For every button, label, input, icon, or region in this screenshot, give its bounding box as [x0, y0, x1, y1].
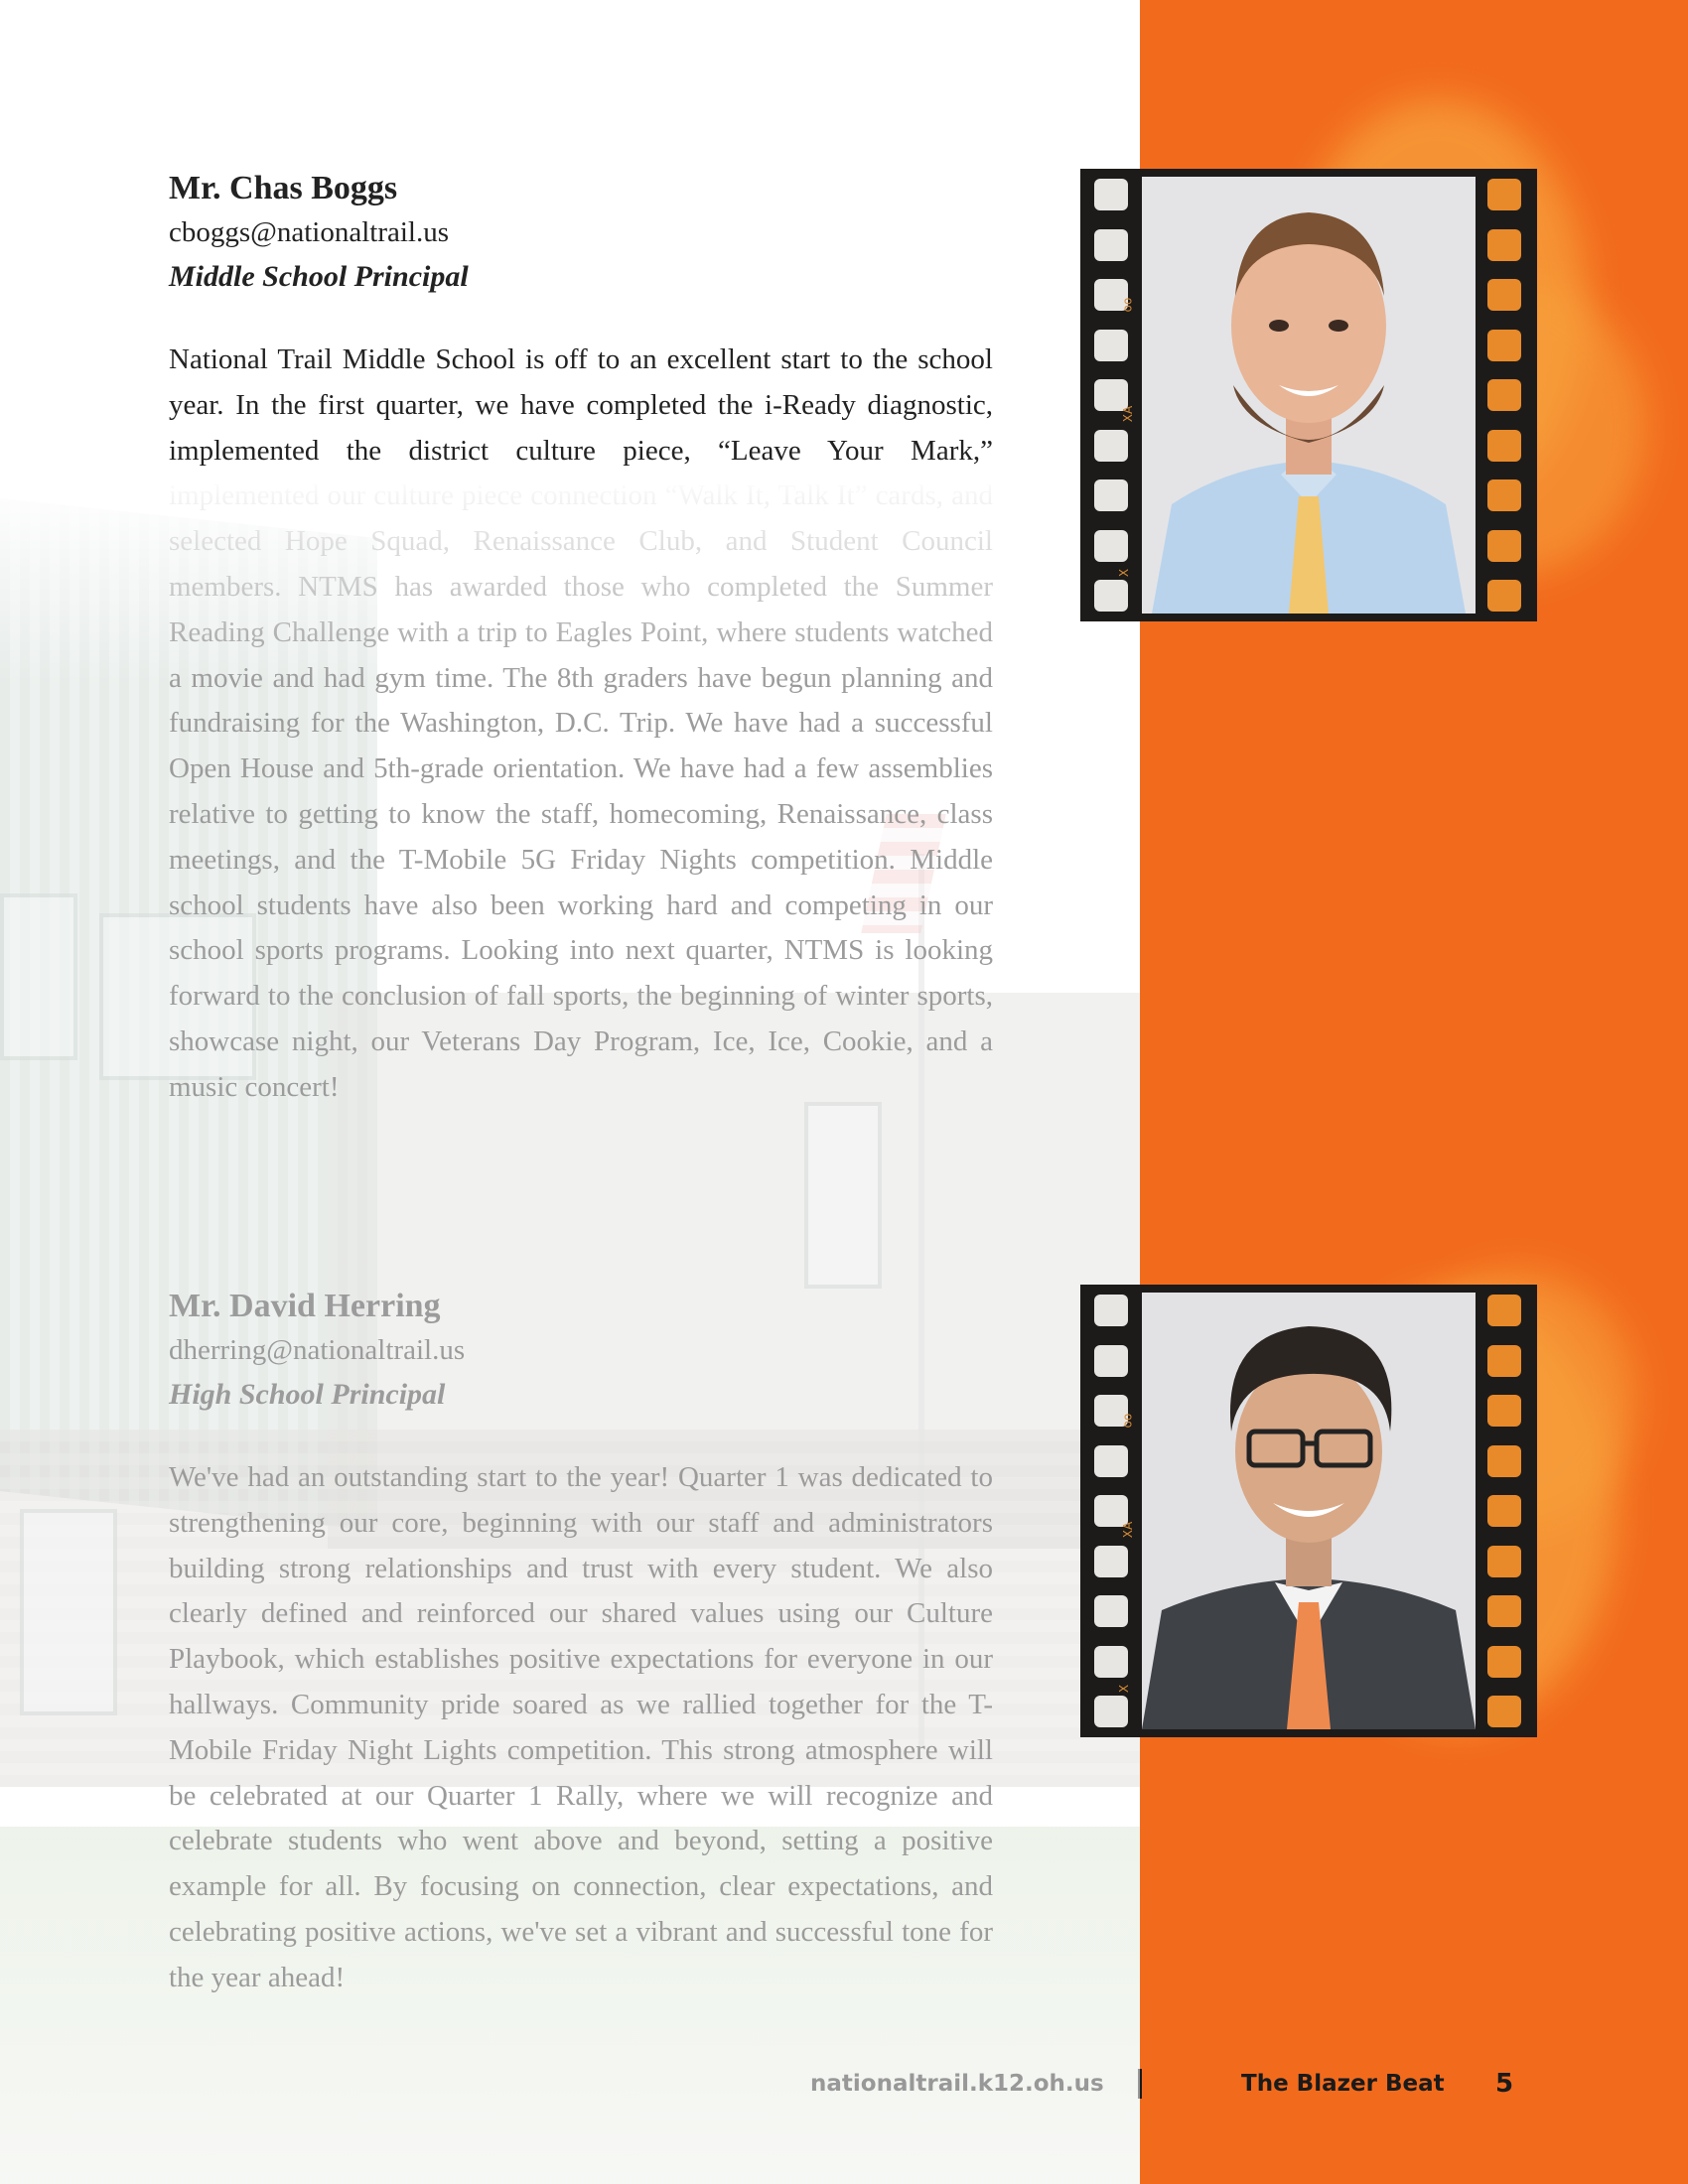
page-number: 5: [1495, 2069, 1514, 2099]
author-email[interactable]: cboggs@nationaltrail.us: [169, 216, 450, 248]
portrait-photo: [1142, 177, 1476, 614]
film-strip-photo-herring: oo XA X: [1080, 1285, 1537, 1737]
article-body: National Trail Middle School is off to an excellent start to the school year. In the first quarter, we have completed the i-Ready diagnostic, implemented the district culture piece, “Leave Your Mark,”: [169, 343, 993, 467]
portrait-photo: [1142, 1293, 1476, 1729]
footer-publication-name: The Blazer Beat: [1241, 2071, 1445, 2097]
school-building-background: [0, 477, 1140, 2184]
film-strip-photo-boggs: oo XA X: [1080, 169, 1537, 621]
author-name: Mr. Chas Boggs: [169, 170, 398, 206]
author-title: Middle School Principal: [169, 260, 469, 293]
